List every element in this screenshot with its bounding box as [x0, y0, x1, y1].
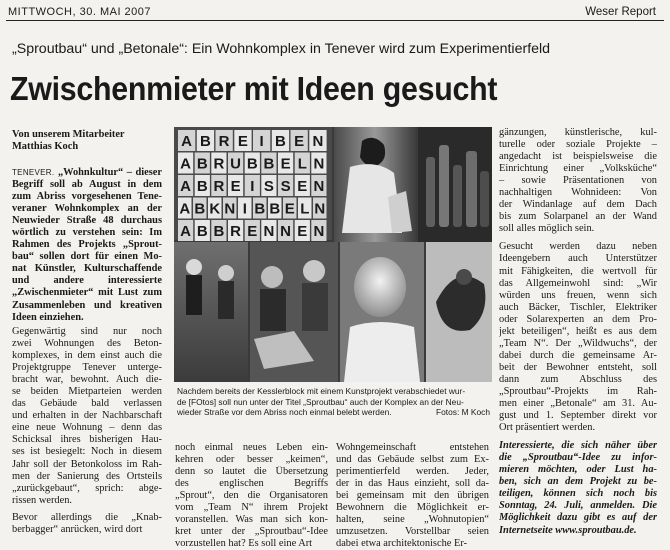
- lead-line: nat Künstler, Kulturschaffende: [12, 263, 162, 275]
- body-line: komplexes, in dem einst auch die: [12, 350, 162, 362]
- photo-collage: [174, 127, 492, 382]
- letter-tile-text: B: [269, 200, 281, 218]
- photo-collage-graphic: [174, 127, 492, 382]
- info-line: die „Sproutbau“-Idee zu infor-: [499, 452, 657, 464]
- letter-tile-text: A: [179, 200, 191, 218]
- letter-tile-text: E: [247, 223, 258, 240]
- letter-tile-text: R: [213, 155, 225, 173]
- body-line: Gesucht werden dazu neben: [499, 241, 657, 253]
- letter-tile-text: A: [181, 133, 193, 150]
- body-line: das Allgemeinwohl sind: „Wir: [499, 277, 657, 289]
- body-line: Ideengebern auch Unterstützer: [499, 253, 657, 265]
- body-line: Jahr soll der Betonkoloss im Rah-: [12, 458, 162, 470]
- letter-tile-text: A: [180, 155, 192, 173]
- lead-line: Rahmen des Projekts „Sprout-: [12, 239, 162, 251]
- lead-line: und andere interessierte: [12, 275, 162, 287]
- body-line: des englischen Begriffs: [175, 478, 328, 490]
- body-line: bracht war, bewohnt. Auch die-: [12, 374, 162, 386]
- letter-tile-text: B: [263, 155, 275, 173]
- body-line: se beiden Mietparteien werden: [12, 386, 162, 398]
- body-line: men der Sanierung des Ortsteils: [12, 470, 162, 482]
- header-rule: [6, 20, 664, 21]
- letter-tile-text: N: [280, 223, 292, 240]
- letter-tile-text: I: [242, 200, 247, 218]
- letter-tile-text: B: [199, 133, 211, 150]
- byline-line: Von unserem Mitarbeiter: [12, 129, 125, 140]
- headline: Zwischenmieter mit Ideen gesucht: [10, 70, 498, 107]
- caption-line: Nachdem bereits der Kesslerblock mit einem Kunstprojekt verabschiedet wur-: [177, 386, 466, 396]
- letter-tile-text: L: [297, 155, 307, 173]
- body-line: berbagger“ anrücken, wird dort: [12, 523, 143, 535]
- info-line: Internetseite www.sproutbau.de.: [499, 524, 637, 536]
- body-line: der Windanlage auf dem Dach: [499, 199, 657, 211]
- letter-tile-text: I: [259, 133, 264, 150]
- body-line: beit der Bewohner entsteht, soll: [499, 361, 657, 373]
- body-line: mit Fähigkeiten, die wertvoll für: [499, 265, 657, 277]
- body-line: Schicksal ihres bisherigen Hau-: [12, 434, 162, 446]
- letter-tile-text: E: [294, 133, 305, 150]
- letter-tile-text: E: [297, 178, 308, 195]
- body-line: kret unter der „Sproutbau“-Idee: [175, 526, 328, 538]
- body-line: kehren oder besser „keimen“,: [175, 454, 328, 466]
- body-line: soll alles möglich sein.: [499, 223, 595, 235]
- letter-tile-text: N: [224, 200, 236, 218]
- info-line: ben, sich an dem Projekt zu be-: [499, 476, 657, 488]
- body-line: nachhaltigen Wohnideen: Von: [499, 187, 657, 199]
- letter-tile-text: E: [237, 133, 248, 150]
- body-column-3: [336, 442, 489, 550]
- body-line: dabei durch die gemeinsame Ar-: [499, 349, 657, 361]
- body-line: bis zum Solarpanel an der Wand: [499, 211, 657, 223]
- caption-text: wieder Straße vor dem Abriss noch einmal belebt werden.: [177, 407, 392, 418]
- body-line: jekt beteiligen“, heißt es aus dem: [499, 325, 657, 337]
- body-line: men einer „Betonale“ am 31. Au-: [499, 398, 657, 410]
- body-line: perimentierfeld werden. Jeder,: [336, 466, 489, 478]
- letter-tile-text: S: [280, 178, 291, 195]
- body-line: umzusetzen. Vorstellbar seien: [336, 526, 489, 538]
- lead-paragraph: [12, 167, 162, 324]
- body-line: dann zum Abschluss des: [499, 373, 657, 385]
- body-line: dabei etwa architektonische Er-: [336, 538, 468, 550]
- letter-tile-text: R: [213, 178, 225, 195]
- body-line: und erhalten in der Nachbarschaft: [12, 410, 162, 422]
- body-column-1: [12, 326, 162, 536]
- lead-line: Neuwieder Straße 48 durchaus: [12, 215, 162, 227]
- letter-tile-text: L: [300, 200, 310, 218]
- issue-date: MITTWOCH, 30. MAI 2007: [8, 6, 152, 18]
- info-line: teiligen, können sich noch bis: [499, 488, 657, 500]
- letter-tile-text: N: [312, 133, 324, 150]
- lead-first-line: „Wohnkultur“ – dieser: [54, 167, 162, 178]
- letter-tile-text: U: [230, 155, 242, 173]
- letter-tile-text: B: [194, 200, 206, 218]
- body-line: Wohngemeinschaft entstehen: [336, 442, 489, 453]
- info-line: Interessierte, die sich näher über: [499, 440, 657, 452]
- lead-line: „Zwischenmieter“ mit Lust zum: [12, 287, 162, 299]
- body-line: würden uns freuen, wenn sich: [499, 289, 657, 301]
- photo-credit: Fotos: M Koch: [436, 407, 490, 418]
- letter-tile-text: B: [196, 178, 208, 195]
- letter-tile-text: E: [230, 178, 241, 195]
- body-line: Gegenwärtig sind nur noch: [12, 326, 162, 337]
- body-line: turelle oder soziale Projekte –: [499, 139, 657, 151]
- lead-line: wörtlich zu verstehen sein: Im: [12, 227, 162, 239]
- lead-line: zum Abriss vorgesehenen Tene-: [12, 191, 162, 203]
- lead-line: Zusammenleben und kreativen: [12, 299, 162, 311]
- body-line: gänzungen, künstlerische, kul-: [499, 127, 657, 138]
- body-line: „zurückgebaut“, sprich: abge-: [12, 482, 162, 494]
- body-line: eine neue Wohnung – denn das: [12, 422, 162, 434]
- body-line: „Sprout“, den die Organisatoren: [175, 490, 328, 502]
- letter-tile-text: B: [246, 155, 258, 173]
- byline: [12, 129, 172, 153]
- letter-tile-text: B: [196, 223, 208, 240]
- letter-tile-text: B: [196, 155, 208, 173]
- lead-line: bau“ sollen dort für einen Mo-: [12, 251, 162, 263]
- lead-line: [12, 167, 162, 179]
- kicker: „Sproutbau“ und „Betonale“: Ein Wohnkomplex in Tenever wird zum Experimentierfeld: [12, 41, 551, 57]
- letter-tiles-photo: [174, 127, 332, 241]
- letter-tile-text: S: [263, 178, 274, 195]
- body-line: Bewohnern die Möglichkeit er-: [336, 502, 489, 514]
- body-line: oder Solarexperten an dem Pro-: [499, 313, 657, 325]
- body-line: ses ist besiegelt: Noch in diesem: [12, 446, 162, 458]
- letter-tile-text: N: [314, 200, 326, 218]
- photo-caption: [177, 386, 490, 418]
- letter-tile-text: R: [218, 133, 230, 150]
- letter-tile-text: N: [263, 223, 275, 240]
- newspaper-name: Weser Report: [585, 6, 656, 18]
- body-line: zwei Wohnungen des Beton-: [12, 338, 162, 350]
- info-line: mieren möchten, oder Lust ha-: [499, 464, 657, 476]
- letter-tile-text: N: [313, 178, 325, 195]
- body-line: bei gemeinsam mit den übrigen: [336, 490, 489, 502]
- body-line: noch einmal neues Leben ein-: [175, 442, 328, 453]
- body-line: denn so lautet die Übersetzung: [175, 466, 328, 478]
- caption-line: [177, 407, 490, 418]
- lead-line: veraner Wohnkomplex an der: [12, 203, 162, 215]
- body-line: angedacht ist beispielsweise die: [499, 151, 657, 163]
- body-line: voranstellen. Was man sich kon-: [175, 514, 328, 526]
- letter-tile-text: I: [250, 178, 255, 195]
- lead-line: Begriff soll ab August in dem: [12, 179, 162, 191]
- body-line: vorzustellen hat? Es soll eine Art: [175, 538, 313, 550]
- body-column-2: [175, 442, 328, 550]
- dateline: TENEVER.: [12, 168, 55, 177]
- body-line: – sowie Präsentationen von: [499, 175, 657, 187]
- letter-tile-text: B: [274, 133, 286, 150]
- body-line: gust und 1. September direkt vor: [499, 410, 657, 422]
- group-photo: [174, 242, 248, 382]
- letter-tile-text: E: [284, 200, 295, 218]
- body-line: und das Gebäude selbst zum Ex-: [336, 454, 489, 466]
- body-line: halten, seine „Wohnutopien“: [336, 514, 489, 526]
- body-line: Ort präsentiert werden.: [499, 422, 596, 434]
- body-line: der in das Haus einzieht, soll da-: [336, 478, 489, 490]
- letter-tile-text: B: [213, 223, 225, 240]
- body-column-4: [499, 127, 657, 537]
- letter-tile-text: E: [297, 223, 308, 240]
- body-line: „Team N“. Der „Wildwuchs“, der: [499, 337, 657, 349]
- info-line: Möglichkeit dazu gibt es auf der: [499, 512, 657, 524]
- body-line: auch Bäcker, Tischler, Elektriker: [499, 301, 657, 313]
- body-line: Einrichtung einer „Volksküche“: [499, 163, 657, 175]
- body-line: Bevor allerdings die „Knab-: [12, 511, 162, 523]
- letter-tile-text: A: [180, 178, 192, 195]
- letter-tile-text: N: [313, 223, 325, 240]
- letter-tile-text: E: [280, 155, 291, 173]
- body-line: rissen werden.: [12, 494, 73, 506]
- letter-tile-text: A: [180, 223, 192, 240]
- letter-tile-text: B: [254, 200, 266, 218]
- body-line: das Gebäude bald verlassen: [12, 398, 162, 410]
- caption-line: de [FOtos] soll nun unter der Titel „Sproutbau“ auch der Komplex an der Neu-: [177, 396, 464, 407]
- info-line: Sonntag, 24. Juli, anmelden. Die: [499, 500, 657, 512]
- page-header: [8, 4, 662, 20]
- letter-tile-text: N: [313, 155, 325, 173]
- letter-tile-text: R: [230, 223, 242, 240]
- byline-author: Matthias Koch: [12, 141, 79, 152]
- letter-tile-text: K: [209, 200, 221, 218]
- body-line: vom „Team N“ ihrem Projekt: [175, 502, 328, 514]
- body-line: „Sproutbau“-Projekts im Rah-: [499, 385, 657, 397]
- body-line: Projektgruppe Tenever unterge-: [12, 362, 162, 374]
- lead-line: Ideen einziehen.: [12, 311, 84, 323]
